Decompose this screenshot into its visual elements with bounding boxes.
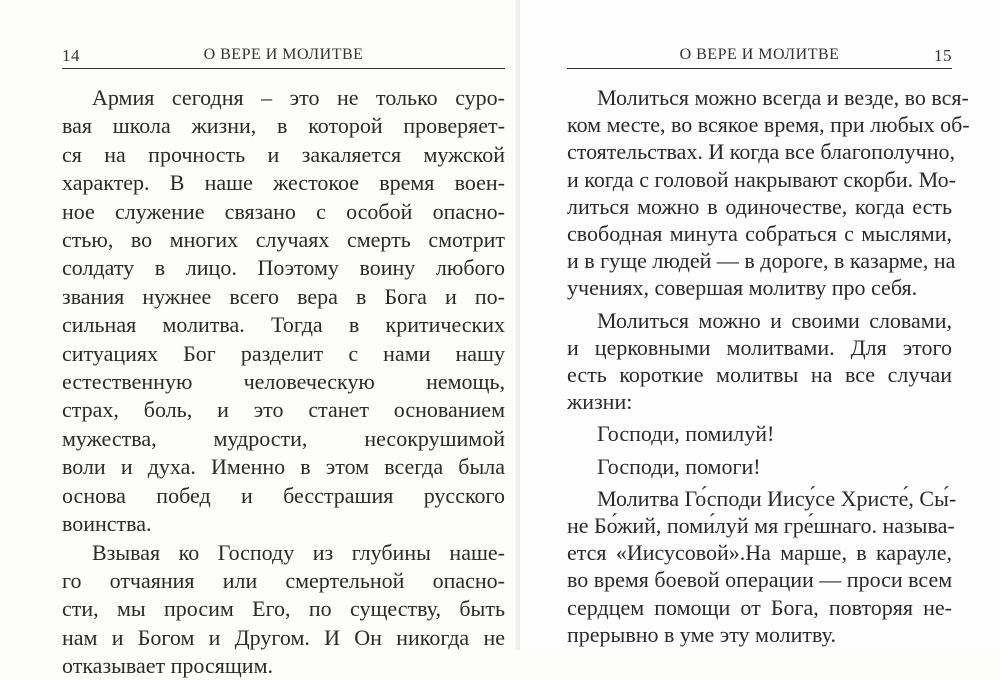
paragraph bbox=[567, 307, 952, 416]
text-line: звания нужнее всего вера в Бога и по- bbox=[62, 283, 505, 309]
text-line: Господи, помоги! bbox=[597, 453, 761, 479]
paragraph bbox=[567, 84, 970, 302]
text-line: нам и Богом и Другом. И Он никогда не bbox=[62, 624, 505, 650]
text-line: и в гуще людей — в дороге, в казарме, на bbox=[567, 248, 956, 274]
running-head-title: О ВЕРЕ И МОЛИТВЕ bbox=[203, 46, 364, 63]
paragraph bbox=[567, 453, 952, 480]
text-line: естественную человеческую немощь, bbox=[62, 369, 505, 395]
text-line: и церковными молитвами. Для этого bbox=[567, 334, 952, 360]
text-line: Молитва Го́споди Иису́се Христе́, Сы́- bbox=[597, 485, 957, 511]
left-page-body bbox=[62, 84, 505, 681]
text-line: основа побед и бесстрашия русского bbox=[62, 482, 505, 508]
text-line: не Бо́жий, поми́луй мя гре́шнаго. называ- bbox=[567, 513, 955, 539]
right-running-header bbox=[567, 44, 952, 69]
text-line: стью, во многих случаях смерть смотрит bbox=[62, 227, 505, 253]
text-line: ком месте, во всякое время, при любых об- bbox=[567, 112, 970, 138]
right-page bbox=[520, 0, 1000, 650]
right-page-body bbox=[567, 84, 970, 648]
running-head-title: О ВЕРЕ И МОЛИТВЕ bbox=[679, 46, 840, 63]
text-line: воинства. bbox=[62, 511, 152, 537]
text-line: Молиться можно всегда и везде, во вся- bbox=[597, 85, 969, 110]
left-running-header bbox=[62, 44, 505, 69]
text-line: сильная молитва. Тогда в критических bbox=[62, 312, 505, 338]
text-line: Взывая ко Господу из глубины наше- bbox=[92, 539, 505, 565]
text-line: стоятельствах. И когда все благополучно, bbox=[567, 139, 955, 165]
text-line: вая школа жизни, в которой проверяет- bbox=[62, 113, 505, 139]
text-line: ное служение связано с особой опасно- bbox=[62, 198, 505, 224]
text-line: во время боевой операции — проси всем bbox=[567, 567, 953, 593]
text-line: свободная минута собраться с мыслями, bbox=[567, 221, 952, 247]
text-line: жизни: bbox=[567, 389, 633, 415]
text-line: сердцем помощи от Бога, повторяя не- bbox=[567, 594, 952, 620]
text-line: учениях, совершая молитву про себя. bbox=[567, 275, 918, 301]
page-number: 14 bbox=[62, 46, 80, 65]
text-line: ситуациях Бог разделит с нами нашу bbox=[62, 340, 505, 366]
text-line: Армия сегодня – это не только суро- bbox=[92, 85, 505, 110]
text-line: прерывно в уме эту молитву. bbox=[567, 621, 836, 647]
text-line: воли и духа. Именно в этом всегда была bbox=[62, 454, 505, 480]
text-line: го отчаяния или смертельной опасно- bbox=[62, 567, 505, 593]
paragraph bbox=[62, 84, 505, 539]
text-line: и когда с головой накрывают скорби. Мо- bbox=[567, 166, 956, 192]
paragraph bbox=[567, 420, 952, 447]
text-line: отказывает просящим. bbox=[62, 653, 273, 679]
text-line: ся на прочность и закаляется мужской bbox=[62, 141, 505, 167]
text-line: литься можно в одиночестве, когда есть bbox=[567, 193, 952, 219]
paragraph bbox=[62, 539, 505, 681]
text-line: страх, боль, и это станет основанием bbox=[62, 397, 505, 423]
text-line: Молиться можно и своими словами, bbox=[597, 307, 952, 333]
text-line: мужества, мудрости, несокрушимой bbox=[62, 425, 505, 451]
text-line: солдату в лицо. Поэтому воину любого bbox=[62, 255, 505, 281]
paragraph bbox=[567, 485, 957, 648]
page-number: 15 bbox=[934, 46, 952, 65]
text-line: ется «Иисусовой».На марше, в карауле, bbox=[567, 540, 952, 566]
text-line: Господи, помилуй! bbox=[597, 421, 775, 447]
text-line: характер. В наше жестокое время воен- bbox=[62, 170, 505, 196]
text-line: есть короткие молитвы на все случаи bbox=[567, 362, 952, 388]
text-line: сти, мы просим Его, по существу, быть bbox=[62, 596, 505, 622]
